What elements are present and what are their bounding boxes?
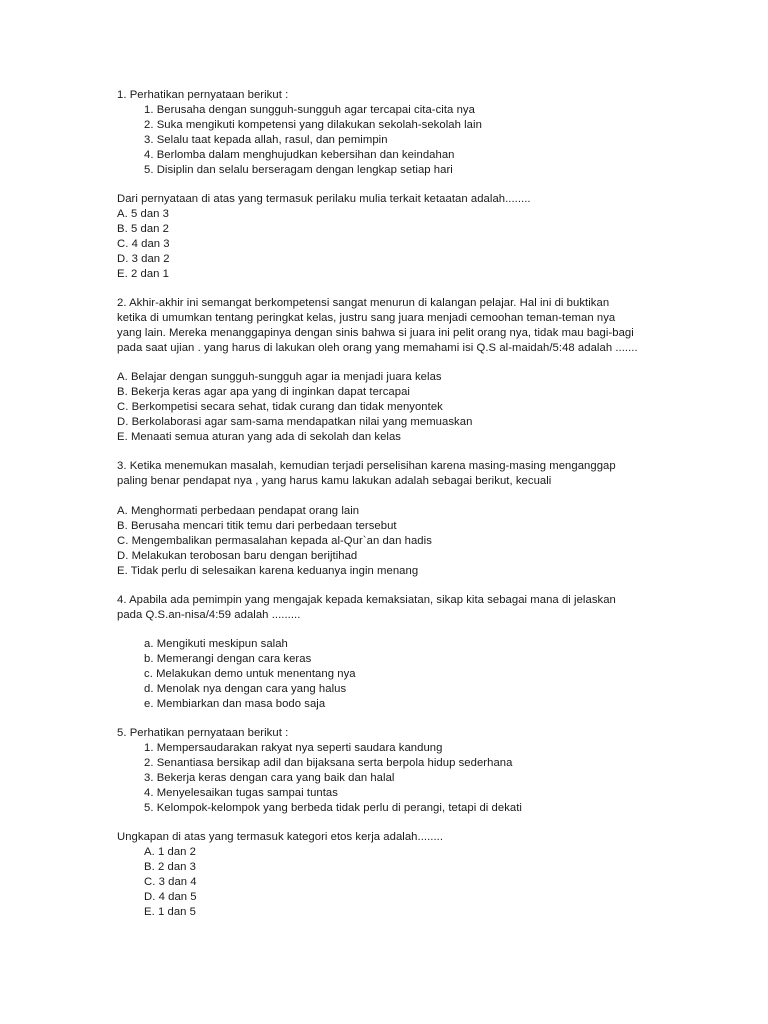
answer-option: B. Berusaha mencari titik temu dari perbedaan tersebut <box>117 520 397 532</box>
question-text-line: 3. Ketika menemukan masalah, kemudian terjadi perselisihan karena masing-masing menganggap <box>117 460 616 472</box>
question-text-line: ketika di umumkan tentang peringkat kelas, justru sang juara menjadi cemoohan teman-teman nya <box>117 312 616 324</box>
question-1-text: Dari pernyataan di atas yang termasuk perilaku mulia terkait ketaatan adalah........ <box>117 193 531 205</box>
statement-item: 5. Disiplin dan selalu berseragam dengan lengkap setiap hari <box>144 164 453 176</box>
answer-option: E. Menaati semua aturan yang ada di sekolah dan kelas <box>117 431 401 443</box>
answer-option: A. 1 dan 2 <box>144 846 197 858</box>
statement-item: 1. Berusaha dengan sungguh-sungguh agar tercapai cita-cita nya <box>144 104 475 116</box>
answer-option: B. 2 dan 3 <box>144 861 197 873</box>
question-text-line: pada saat ujian . yang harus di lakukan oleh orang yang memahami isi Q.S al-maidah/5:48 adalah ....... <box>117 342 638 354</box>
question-text-line: 2. Akhir-akhir ini semangat berkompetensi sangat menurun di kalangan pelajar. Hal ini di buktikan <box>117 297 610 309</box>
answer-option: A. 5 dan 3 <box>117 208 170 220</box>
answer-option: D. 3 dan 2 <box>117 253 170 265</box>
question-text-line: yang lain. Mereka menanggapinya dengan sinis bahwa si juara ini pelit orang nya, tidak mau bagi-bagi <box>117 327 634 339</box>
answer-option: A. Belajar dengan sungguh-sungguh agar ia menjadi juara kelas <box>117 371 442 383</box>
statement-item: 3. Bekerja keras dengan cara yang baik dan halal <box>144 772 395 784</box>
answer-option: C. 3 dan 4 <box>144 876 197 888</box>
answer-option: C. Mengembalikan permasalahan kepada al-Qur`an dan hadis <box>117 535 432 547</box>
statement-item: 1. Mempersaudarakan rakyat nya seperti saudara kandung <box>144 742 443 754</box>
question-5-intro: 5. Perhatikan pernyataan berikut : <box>117 727 289 739</box>
answer-option: c. Melakukan demo untuk menentang nya <box>144 668 356 680</box>
answer-option: C. Berkompetisi secara sehat, tidak curang dan tidak menyontek <box>117 401 443 413</box>
statement-item: 2. Suka mengikuti kompetensi yang dilakukan sekolah-sekolah lain <box>144 119 482 131</box>
answer-option: C. 4 dan 3 <box>117 238 170 250</box>
answer-option: B. Bekerja keras agar apa yang di inginkan dapat tercapai <box>117 386 410 398</box>
statement-item: 4. Menyelesaikan tugas sampai tuntas <box>144 787 338 799</box>
answer-option: D. Melakukan terobosan baru dengan berijtihad <box>117 550 358 562</box>
answer-option: d. Menolak nya dengan cara yang halus <box>144 683 347 695</box>
answer-option: b. Memerangi dengan cara keras <box>144 653 312 665</box>
answer-option: E. Tidak perlu di selesaikan karena keduanya ingin menang <box>117 565 419 577</box>
answer-option: D. Berkolaborasi agar sam-sama mendapatkan nilai yang memuaskan <box>117 416 473 428</box>
answer-option: B. 5 dan 2 <box>117 223 170 235</box>
question-text-line: 4. Apabila ada pemimpin yang mengajak kepada kemaksiatan, sikap kita sebagai mana di jelaskan <box>117 594 616 606</box>
question-1-intro: 1. Perhatikan pernyataan berikut : <box>117 89 289 101</box>
answer-option: a. Mengikuti meskipun salah <box>144 638 288 650</box>
statement-item: 2. Senantiasa bersikap adil dan bijaksana serta berpola hidup sederhana <box>144 757 513 769</box>
statement-item: 3. Selalu taat kepada allah, rasul, dan pemimpin <box>144 134 388 146</box>
statement-item: 5. Kelompok-kelompok yang berbeda tidak perlu di perangi, tetapi di dekati <box>144 802 522 814</box>
question-text-line: pada Q.S.an-nisa/4:59 adalah ......... <box>117 609 301 621</box>
question-5-text: Ungkapan di atas yang termasuk kategori etos kerja adalah........ <box>117 831 444 843</box>
answer-option: D. 4 dan 5 <box>144 891 197 903</box>
answer-option: E. 2 dan 1 <box>117 268 170 280</box>
answer-option: e. Membiarkan dan masa bodo saja <box>144 698 326 710</box>
answer-option: E. 1 dan 5 <box>144 906 197 918</box>
question-text-line: paling benar pendapat nya , yang harus kamu lakukan adalah sebagai berikut, kecuali <box>117 475 552 487</box>
answer-option: A. Menghormati perbedaan pendapat orang lain <box>117 505 360 517</box>
statement-item: 4. Berlomba dalam menghujudkan kebersihan dan keindahan <box>144 149 455 161</box>
